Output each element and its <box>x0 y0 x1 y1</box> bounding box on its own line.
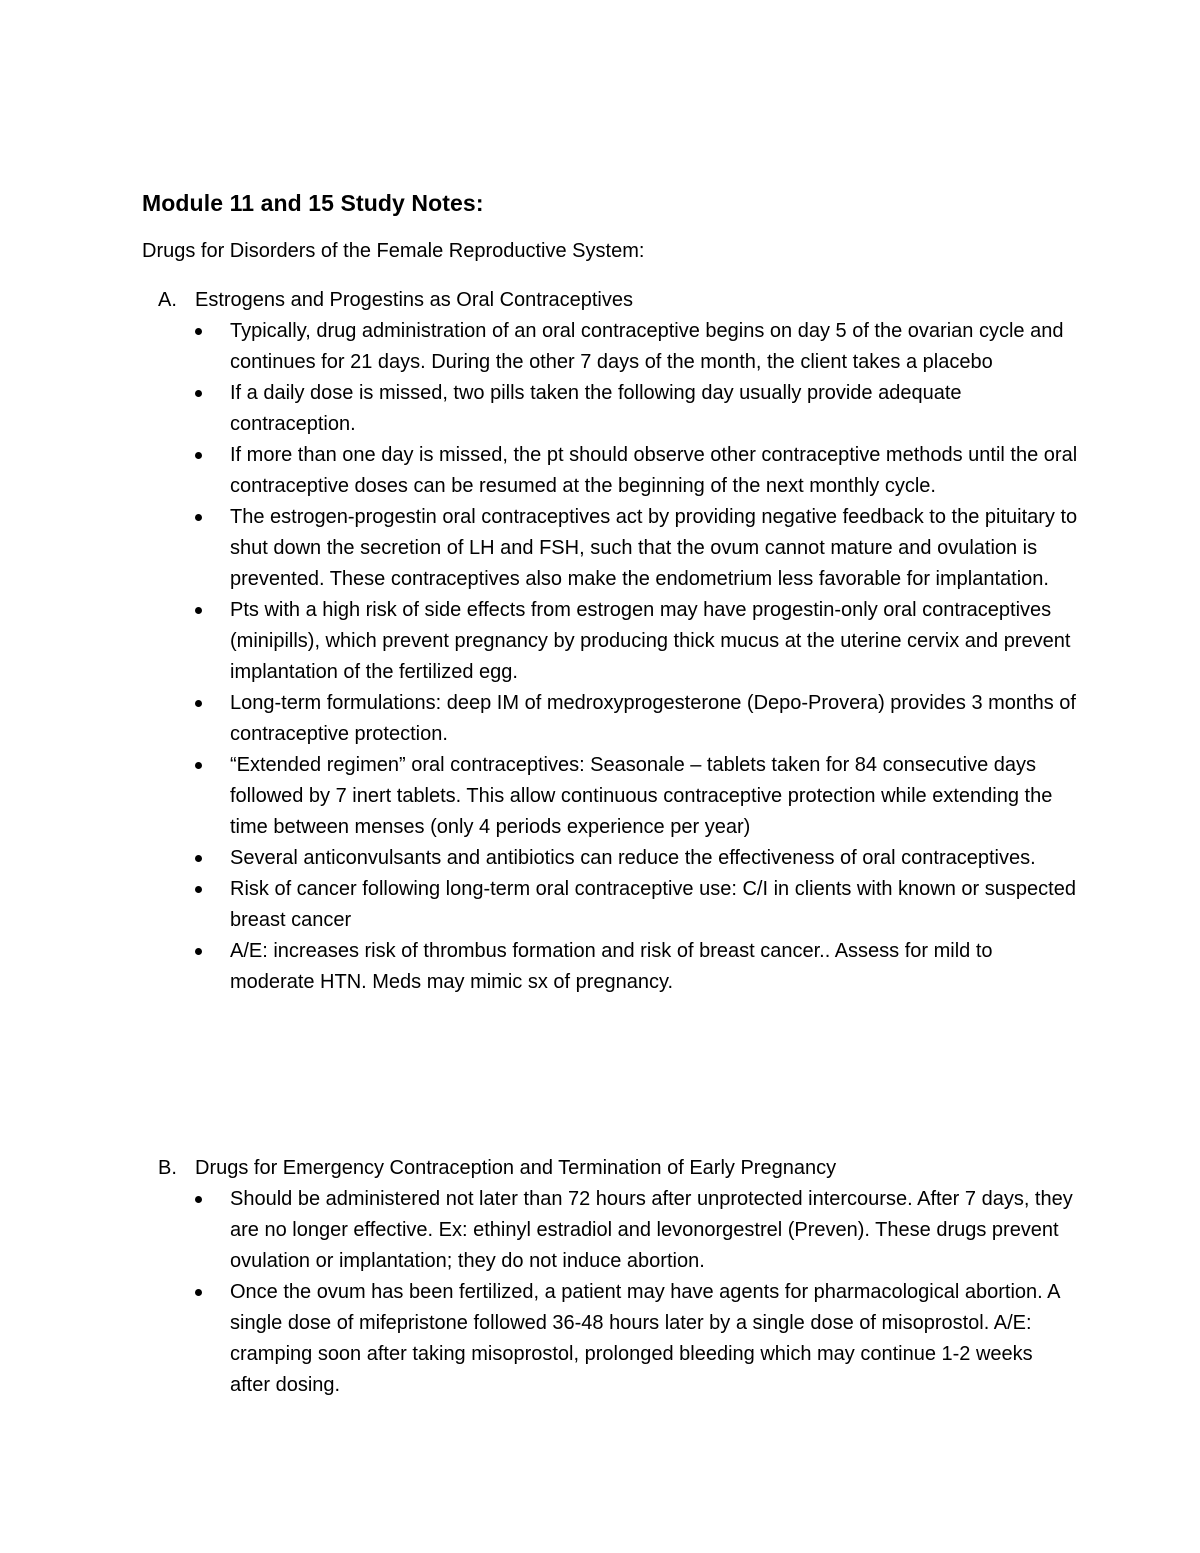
section-heading-text: Estrogens and Progestins as Oral Contraceptives <box>195 289 633 311</box>
list-item-text: Typically, drug administration of an oral contraceptive begins on day 5 of the ovarian cycle and continues for 21 days. During the other 7 days of the month, the client takes a placebo <box>230 320 1064 373</box>
section-letter: B. <box>158 1157 177 1179</box>
section-heading <box>158 285 1078 316</box>
page-subtitle: Drugs for Disorders of the Female Reproductive System: <box>142 240 645 262</box>
list-item <box>192 502 1078 595</box>
bullet-icon <box>195 762 202 769</box>
list-item-text: The estrogen-progestin oral contraceptives act by providing negative feedback to the pituitary to shut down the secretion of LH and FSH, such that the ovum cannot mature and ovulation is prevented. These contraceptives also make the endometrium less favorable for implantation. <box>230 506 1078 590</box>
list-item-text: “Extended regimen” oral contraceptives: Seasonale – tablets taken for 84 consecutive days followed by 7 inert tablets. This allow continuous contraceptive protection while extending the time between menses (only 4 periods experience per year) <box>230 754 1053 838</box>
list-item-text: Long-term formulations: deep IM of medroxyprogesterone (Depo-Provera) provides 3 months of contraceptive protection. <box>230 692 1076 745</box>
bullet-list <box>158 1184 1078 1401</box>
list-item-text: If more than one day is missed, the pt should observe other contraceptive methods until the oral contraceptive doses can be resumed at the beginning of the next monthly cycle. <box>230 444 1078 497</box>
list-item <box>192 378 1078 440</box>
section-heading-text: Drugs for Emergency Contraception and Termination of Early Pregnancy <box>195 1157 837 1179</box>
section-a <box>158 285 1078 998</box>
bullet-icon <box>195 948 202 955</box>
list-item <box>192 750 1078 843</box>
list-item <box>192 874 1078 936</box>
section-letter: A. <box>158 289 177 311</box>
list-item <box>192 843 1078 874</box>
bullet-icon <box>195 452 202 459</box>
bullet-icon <box>195 1196 202 1203</box>
bullet-icon <box>195 607 202 614</box>
list-item-text: Once the ovum has been fertilized, a patient may have agents for pharmacological abortion. A single dose of mifepristone followed 36-48 hours later by a single dose of misoprostol. A/E: cramping soon after taking misoprostol, prolonged bleeding which may continue 1-2 weeks after dosing. <box>230 1281 1060 1396</box>
list-item-text: Pts with a high risk of side effects from estrogen may have progestin-only oral contraceptives (minipills), which prevent pregnancy by producing thick mucus at the uterine cervix and prevent implantation of the fertilized egg. <box>230 599 1071 683</box>
list-item <box>192 316 1078 378</box>
bullet-icon <box>195 328 202 335</box>
list-item <box>192 936 1078 998</box>
bullet-icon <box>195 886 202 893</box>
list-item-text: A/E: increases risk of thrombus formation and risk of breast cancer.. Assess for mild to moderate HTN. Meds may mimic sx of pregnancy. <box>230 940 993 993</box>
section-b <box>158 1153 1078 1401</box>
list-item <box>192 688 1078 750</box>
bullet-icon <box>195 390 202 397</box>
bullet-icon <box>195 700 202 707</box>
bullet-icon <box>195 514 202 521</box>
bullet-list <box>158 316 1078 998</box>
list-item-text: Several anticonvulsants and antibiotics can reduce the effectiveness of oral contraceptives. <box>230 847 1036 869</box>
list-item-text: Should be administered not later than 72 hours after unprotected intercourse. After 7 days, they are no longer effective. Ex: ethinyl estradiol and levonorgestrel (Preven). These drugs prevent ovulation or implantation; they do not induce abortion. <box>230 1188 1073 1272</box>
list-item-text: Risk of cancer following long-term oral contraceptive use: C/I in clients with known or suspected breast cancer <box>230 878 1076 931</box>
list-item-text: If a daily dose is missed, two pills taken the following day usually provide adequate contraception. <box>230 382 962 435</box>
section-heading <box>158 1153 1078 1184</box>
bullet-icon <box>195 855 202 862</box>
list-item <box>192 440 1078 502</box>
page-title: Module 11 and 15 Study Notes: <box>142 190 484 216</box>
list-item <box>192 1277 1078 1401</box>
list-item <box>192 1184 1078 1277</box>
list-item <box>192 595 1078 688</box>
bullet-icon <box>195 1289 202 1296</box>
